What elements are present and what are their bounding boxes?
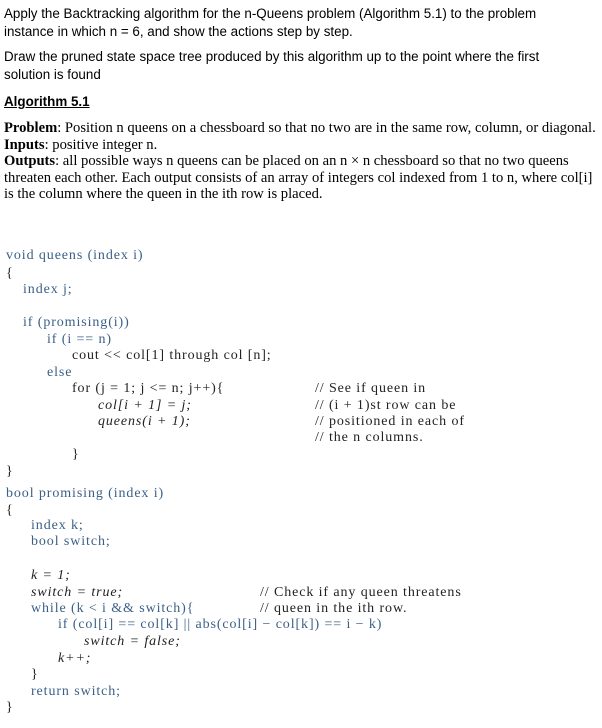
code-line: cout << col[1] through col [n]; — [72, 348, 272, 363]
code-comment: // queen in the ith row. — [260, 601, 408, 616]
algorithm-description — [4, 120, 598, 203]
code-line: else — [47, 365, 73, 380]
code-line: queens(i + 1); — [98, 414, 191, 429]
code-line: col[i + 1] = j; — [98, 398, 192, 413]
code-line: k++; — [58, 651, 92, 666]
question-line-3: Draw the pruned state space tree produced by this algorithm up to the point where the first — [4, 49, 540, 64]
code-comment: // Check if any queen threatens — [260, 585, 462, 600]
code-comment: // (i + 1)st row can be — [315, 398, 457, 413]
outputs-text: : all possible ways n queens can be placed on an n × n chessboard so that no two queens threaten each other. Each output consists of an array of integers col indexed from 1 to n, where col[i] is the column where the queen in the ith row is placed. — [4, 153, 593, 202]
outputs-label: Outputs — [4, 153, 56, 169]
code-line: } — [72, 447, 80, 462]
code-line: void queens (index i) — [6, 248, 144, 263]
code-line: bool switch; — [31, 534, 111, 549]
code-line: switch = false; — [84, 634, 181, 649]
code-line: if (i == n) — [47, 332, 112, 347]
code-line: } — [6, 700, 14, 715]
code-comment: // positioned in each of — [315, 414, 465, 429]
code-comment: // See if queen in — [315, 381, 427, 396]
code-comment: // the n columns. — [315, 430, 424, 445]
code-line: } — [6, 464, 14, 479]
code-listing — [6, 248, 598, 726]
problem-text: : Position n queens on a chessboard so that no two are in the same row, column, or diagonal. — [57, 120, 596, 136]
question-line-1: Apply the Backtracking algorithm for the n-Queens problem (Algorithm 5.1) to the problem — [4, 6, 537, 21]
code-line: if (promising(i)) — [23, 315, 130, 330]
code-line: index j; — [23, 282, 73, 297]
code-line: } — [31, 667, 39, 682]
code-line: index k; — [31, 518, 84, 533]
problem-label: Problem — [4, 120, 58, 136]
code-line: k = 1; — [31, 568, 71, 583]
question-part-1 — [4, 5, 598, 41]
code-line: while (k < i && switch){ — [31, 601, 195, 616]
question-part-2 — [4, 48, 598, 84]
code-line: { — [6, 503, 14, 518]
inputs-text: : positive integer n. — [44, 136, 158, 153]
code-line: switch = true; — [31, 585, 124, 600]
algorithm-title: Algorithm 5.1 — [4, 94, 90, 109]
code-line: if (col[i] == col[k] || abs(col[i] − col[k]) == i − k) — [58, 617, 383, 632]
code-line: return switch; — [31, 684, 121, 699]
question-line-4: solution is found — [4, 67, 101, 82]
code-line: { — [6, 266, 14, 281]
code-line: bool promising (index i) — [6, 486, 165, 501]
code-line: for (j = 1; j <= n; j++){ — [72, 381, 225, 396]
inputs-label: Inputs — [4, 136, 45, 153]
question-line-2: instance in which n = 6, and show the actions step by step. — [4, 24, 353, 39]
